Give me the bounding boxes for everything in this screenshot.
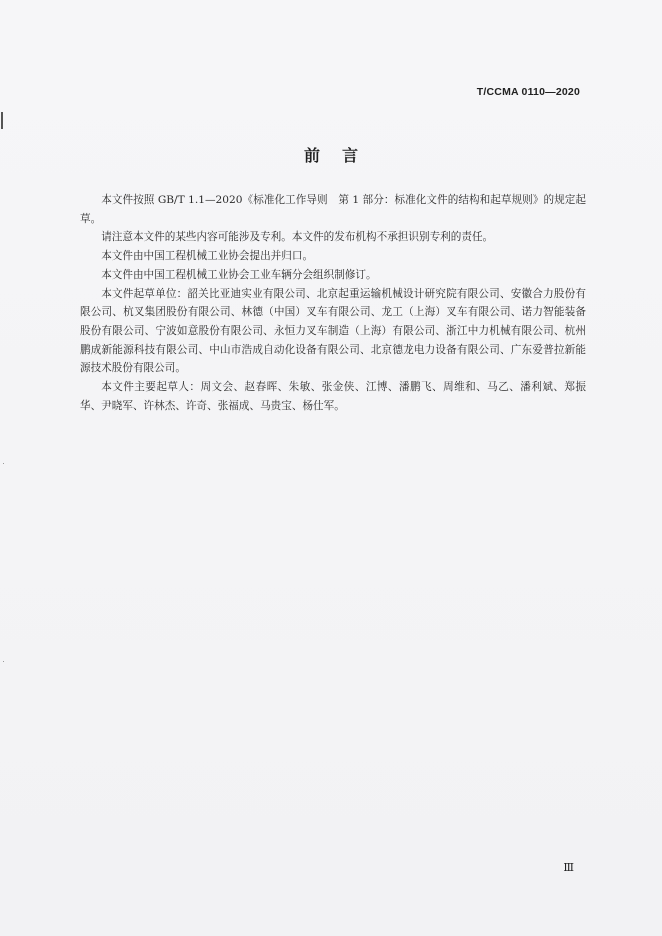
binding-mark (1, 112, 3, 129)
paragraph-drafting-units: 本文件起草单位：韶关比亚迪实业有限公司、北京起重运输机械设计研究院有限公司、安徽合力股份有限公司、杭叉集团股份有限公司、林德（中国）叉车有限公司、龙工（上海）叉车有限公司、诺力智能装备股份有限公司、宁波如意股份有限公司、永恒力叉车制造（上海）有限公司、浙江中力机械有限公司、杭州鹏成新能源科技有限公司、中山市浩成自动化设备有限公司、北京德龙电力设备有限公司、广东爱普拉新能源技术股份有限公司。 (80, 287, 586, 375)
paragraph-drafting-rules: 本文件按照 GB/T 1.1—2020《标准化工作导则 第 1 部分：标准化文件的结构和起草规则》的规定起草。 (80, 194, 586, 225)
paragraph-organizer: 本文件由中国工程机械工业协会工业车辆分会组织制修订。 (101, 268, 377, 281)
document-body (80, 191, 586, 415)
page-number: Ⅲ (563, 862, 574, 874)
paragraph-patent-notice: 请注意本文件的某些内容可能涉及专利。本文件的发布机构不承担识别专利的责任。 (101, 231, 494, 244)
scan-speck (3, 463, 4, 464)
page-title: 前言 (303, 146, 380, 165)
paragraph-proposer: 本文件由中国工程机械工业协会提出并归口。 (101, 250, 314, 263)
scan-speck (3, 661, 4, 662)
standard-code: T/CCMA 0110—2020 (476, 86, 580, 98)
paragraph-drafters: 本文件主要起草人：周文会、赵春晖、朱敏、张金侠、江博、潘鹏飞、周维和、马乙、潘利斌、郑振华、尹晓军、许林杰、许奇、张福成、马贵宝、杨仕军。 (80, 381, 586, 412)
